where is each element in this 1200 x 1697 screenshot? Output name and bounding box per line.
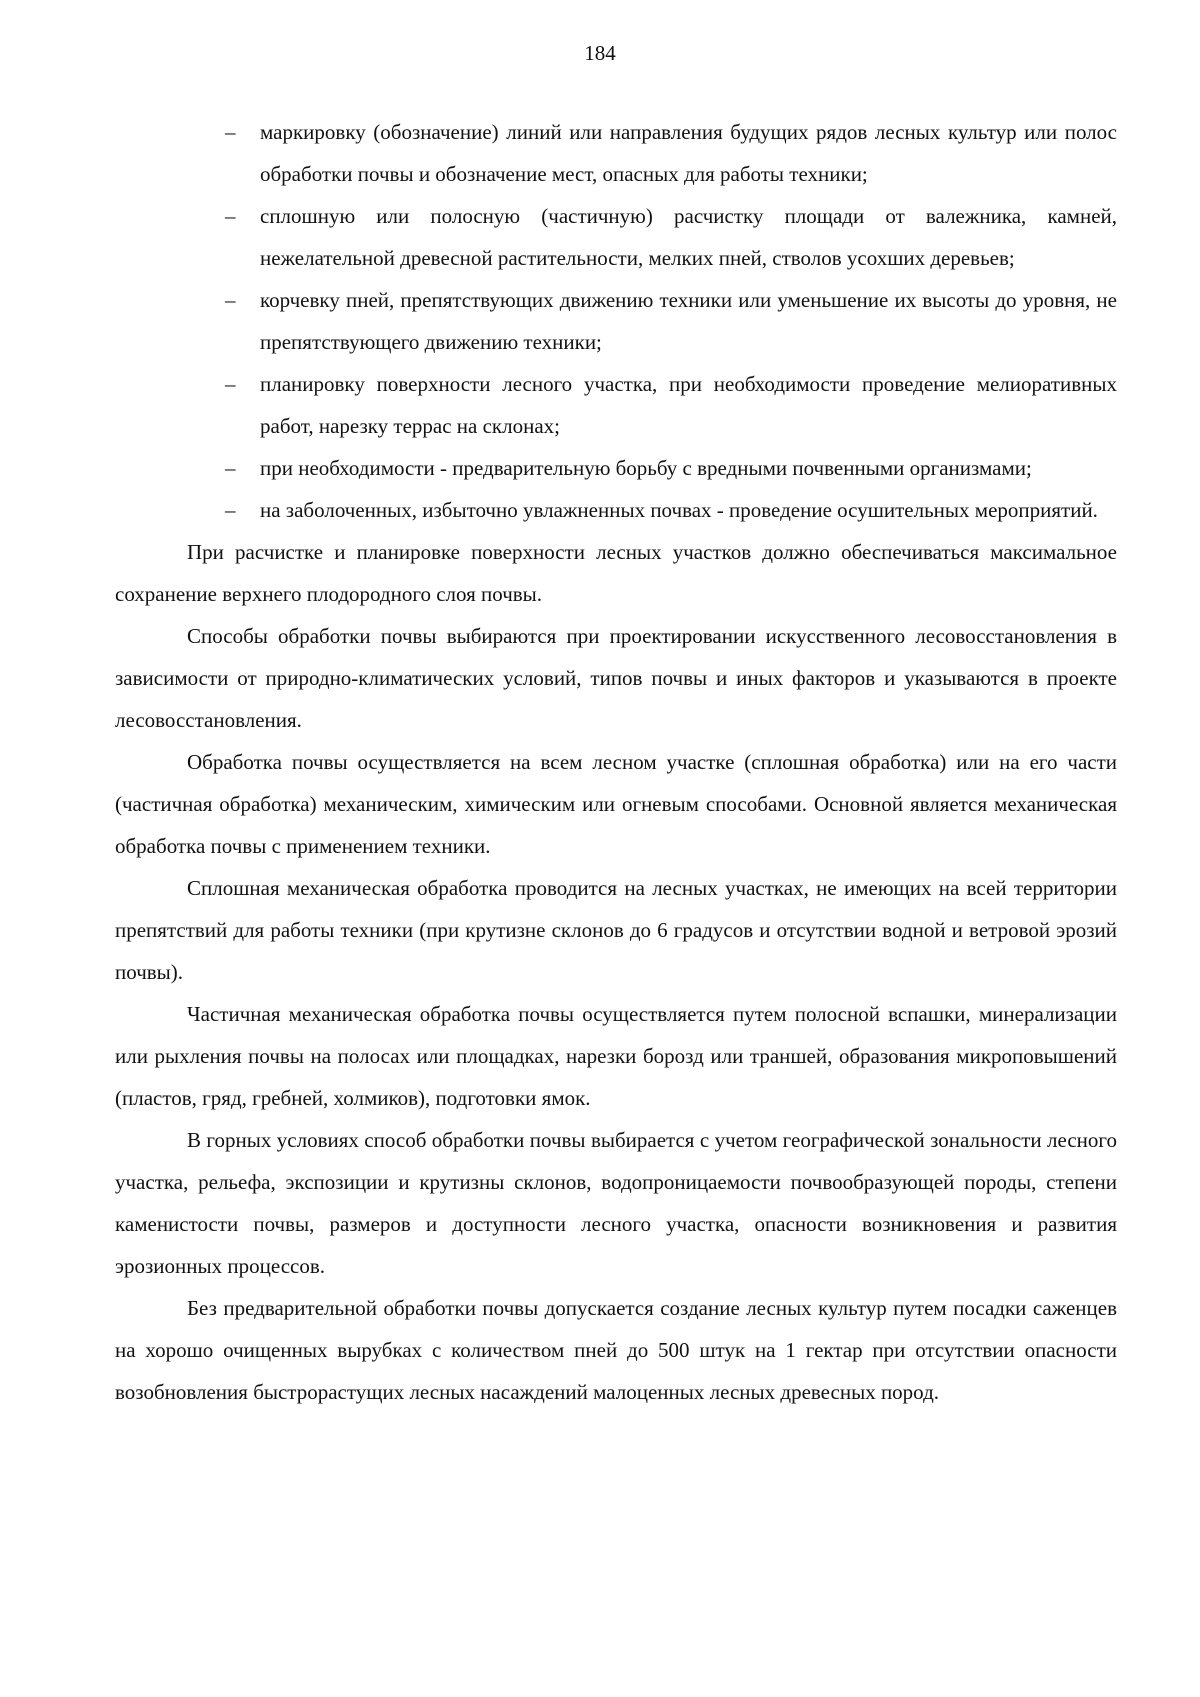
paragraph-method-selection: Способы обработки почвы выбираются при проектировании искусственного лесовосстановления в зависимости от природно-климатических условий, типов почвы и иных факторов и указываются в проекте лесовосстановления. — [115, 624, 1117, 732]
paragraph-continuous-treatment: Сплошная механическая обработка проводится на лесных участках, не имеющих на всей территории препятствий для работы техники (при крутизне склонов до 6 градусов и отсутствии водной и ветровой эрозий почвы). — [115, 876, 1117, 984]
page-content — [115, 111, 1117, 1413]
bullet-item-stump-removal — [115, 279, 1117, 363]
paragraph-partial-treatment: Частичная механическая обработка почвы осуществляется путем полосной вспашки, минерализации или рыхления почвы на полосах или площадках, нарезки борозд или траншей, образования микроповышений (пластов, гряд, гребней, холмиков), подготовки ямок. — [115, 1002, 1117, 1110]
bullet-item-marking — [115, 111, 1117, 195]
bullet-dash: – — [225, 372, 236, 396]
paragraph-mountain-conditions: В горных условиях способ обработки почвы выбирается с учетом географической зональности лесного участка, рельефа, экспозиции и крутизны склонов, водопроницаемости почвообразующей породы, степени каменистости почвы, размеров и доступности лесного участка, опасности возникновения и развития эрозионных процессов. — [115, 1128, 1117, 1278]
bullet-item-leveling — [115, 363, 1117, 447]
paragraph-topsoil-preservation: При расчистке и планировке поверхности лесных участков должно обеспечиваться максимальное сохранение верхнего плодородного слоя почвы. — [115, 540, 1117, 606]
bullet-list — [115, 111, 1117, 531]
page-number: 184 — [584, 41, 616, 65]
bullet-dash: – — [225, 204, 236, 228]
bullet-dash: – — [225, 120, 236, 144]
paragraph-no-pretreatment: Без предварительной обработки почвы допускается создание лесных культур путем посадки саженцев на хорошо очищенных вырубках с количеством пней до 500 штук на 1 гектар при отсутствии опасности возобновления быстрорастущих лесных насаждений малоценных лесных древесных пород. — [115, 1296, 1117, 1404]
bullet-item-pest-control — [115, 447, 1117, 489]
bullet-dash: – — [225, 498, 236, 522]
bullet-text: маркировку (обозначение) линий или направления будущих рядов лесных культур или полос обработки почвы и обозначение мест, опасных для работы техники; — [260, 120, 1117, 186]
bullet-item-drainage — [115, 489, 1117, 531]
bullet-text: корчевку пней, препятствующих движению техники или уменьшение их высоты до уровня, не препятствующего движению техники; — [260, 288, 1117, 354]
bullet-dash: – — [225, 456, 236, 480]
bullet-dash: – — [225, 288, 236, 312]
bullet-text: сплошную или полосную (частичную) расчистку площади от валежника, камней, нежелательной древесной растительности, мелких пней, стволов усохших деревьев; — [260, 204, 1117, 270]
bullet-text: на заболоченных, избыточно увлажненных почвах - проведение осушительных мероприятий. — [260, 498, 1098, 522]
bullet-item-clearing — [115, 195, 1117, 279]
bullet-text: при необходимости - предварительную борьбу с вредными почвенными организмами; — [260, 456, 1032, 480]
bullet-text: планировку поверхности лесного участка, при необходимости проведение мелиоративных работ, нарезку террас на склонах; — [260, 372, 1117, 438]
paragraph-treatment-types: Обработка почвы осуществляется на всем лесном участке (сплошная обработка) или на его части (частичная обработка) механическим, химическим или огневым способами. Основной является механическая обработка почвы с применением техники. — [115, 750, 1117, 858]
